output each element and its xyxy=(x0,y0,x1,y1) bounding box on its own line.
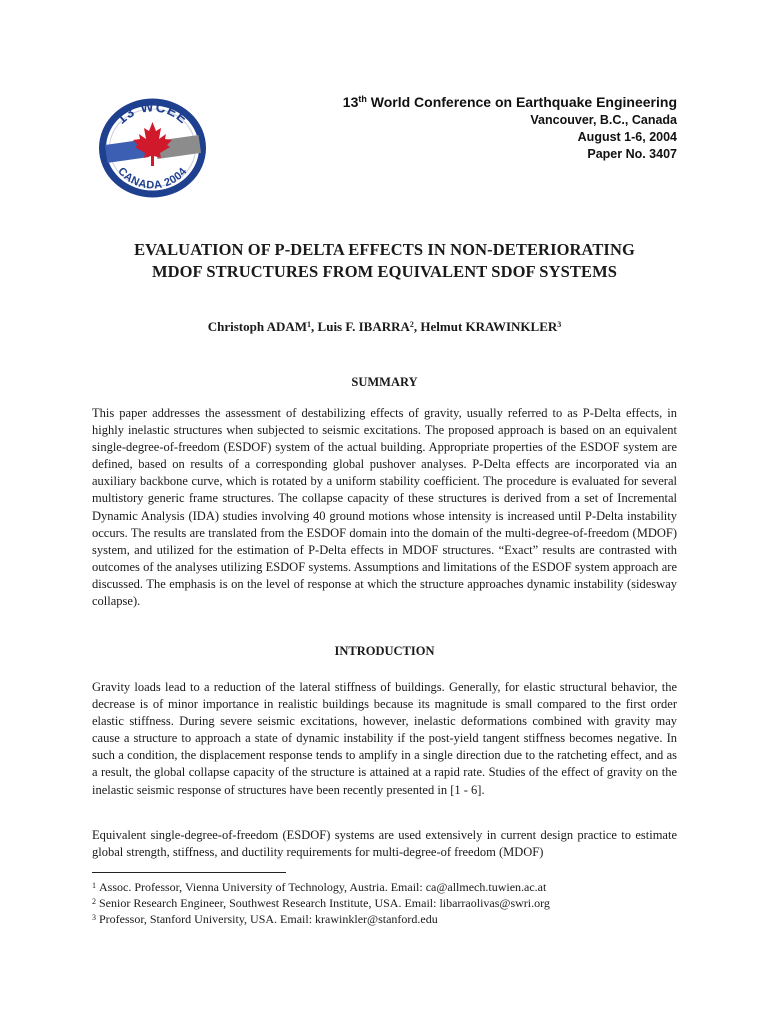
summary-heading: SUMMARY xyxy=(351,375,418,389)
author-affiliation-mark: 3 xyxy=(557,320,562,329)
paper-title-line-2: MDOF STRUCTURES FROM EQUIVALENT SDOF SYSTEMS xyxy=(151,262,618,281)
logo-bottom-text: CANADA 2004 xyxy=(115,165,190,192)
paper-title xyxy=(92,239,677,283)
author-name: Christoph ADAM xyxy=(207,319,308,334)
wcee-logo xyxy=(90,98,215,198)
introduction-paragraph-1: Gravity loads lead to a reduction of the lateral stiffness of buildings. Generally, for elastic structural behavior, the decrease is of minor importance in realistic buildings because its magnitude is small compared to the first order elastic stiffness. During severe seismic excitations, however, inelastic deformations combined with gravity may cause a structure to approach a state of dynamic instability if the post-yield tangent stiffness becomes negative. In such a condition, the displacement response tends to amplify in a single direction due to the ratcheting effect, and as a result, the global collapse capacity of the structure is attained at a rapid rate. Studies of the effect of gravity on the inelastic seismic response of structures have been recently presented in [1 - 6]. xyxy=(92,680,677,797)
author-list: Christoph ADAM$^1$, Luis F. IBARRA$^2$, Helmut KRAWINKLER$^3$ xyxy=(207,319,562,334)
author-affiliation-mark: 2 xyxy=(409,320,414,329)
footnote-3: $^3$ Professor, Stanford University, USA. Email: krawinkler@stanford.edu xyxy=(92,912,438,926)
conference-info xyxy=(343,92,677,163)
conference-dates: August 1-6, 2004 xyxy=(577,130,677,144)
introduction-heading: INTRODUCTION xyxy=(334,644,435,658)
paper-number: Paper No. 3407 xyxy=(587,147,677,161)
footnotes xyxy=(92,879,677,927)
footnote-1: $^1$ Assoc. Professor, Vienna University of Technology, Austria. Email: ca@allmech.tuwien.ac.at xyxy=(92,880,547,894)
conference-title: 13th World Conference on Earthquake Engineering xyxy=(342,94,677,110)
author-affiliation-mark: 1 xyxy=(307,320,312,329)
footnote-divider xyxy=(92,872,286,873)
logo-top-text: 13 WCEE xyxy=(113,98,192,127)
footnote-2: $^2$ Senior Research Engineer, Southwest Research Institute, USA. Email: libarraolivas@swri.org xyxy=(92,896,550,910)
author-name: Helmut KRAWINKLER xyxy=(420,319,558,334)
author-name: Luis F. IBARRA xyxy=(317,319,410,334)
conference-location: Vancouver, B.C., Canada xyxy=(530,113,677,127)
summary-paragraph: This paper addresses the assessment of destabilizing effects of gravity, usually referred to as P-Delta effects, in highly inelastic structures when subjected to seismic excitations. The proposed approach is based on an equivalent single-degree-of-freedom (ESDOF) system of the actual building. Appropriate properties of the ESDOF system are defined, based on results of a corresponding global pushover analyses. P-Delta effects are incorporated via an auxiliary backbone curve, which is rotated by a uniform stability coefficient. The procedure is evaluated for several multistory generic frame structures. The collapse capacity of these structures is derived from a set of Incremental Dynamic Analysis (IDA) studies involving 40 ground motions whose intensity is increased until P-Delta instability occurs. The results are translated from the ESDOF domain into the domain of the multi-degree-of-freedom (MDOF) system, and utilized for the estimation of P-Delta effects in MDOF structures. “Exact” results are contrasted with outcomes of the analyses utilizing ESDOF systems. Assumptions and limitations of the ESDOF system approach are discussed. The emphasis is on the level of response at which the structure approaches dynamic instability (sidesway collapse). xyxy=(92,406,677,609)
paper-title-line-1: EVALUATION OF P-DELTA EFFECTS IN NON-DETERIORATING xyxy=(134,240,635,259)
introduction-paragraph-2: Equivalent single-degree-of-freedom (ESDOF) systems are used extensively in current design practice to estimate global strength, stiffness, and ductility requirements for multi-degree-of freedom (MDOF) xyxy=(92,828,677,860)
